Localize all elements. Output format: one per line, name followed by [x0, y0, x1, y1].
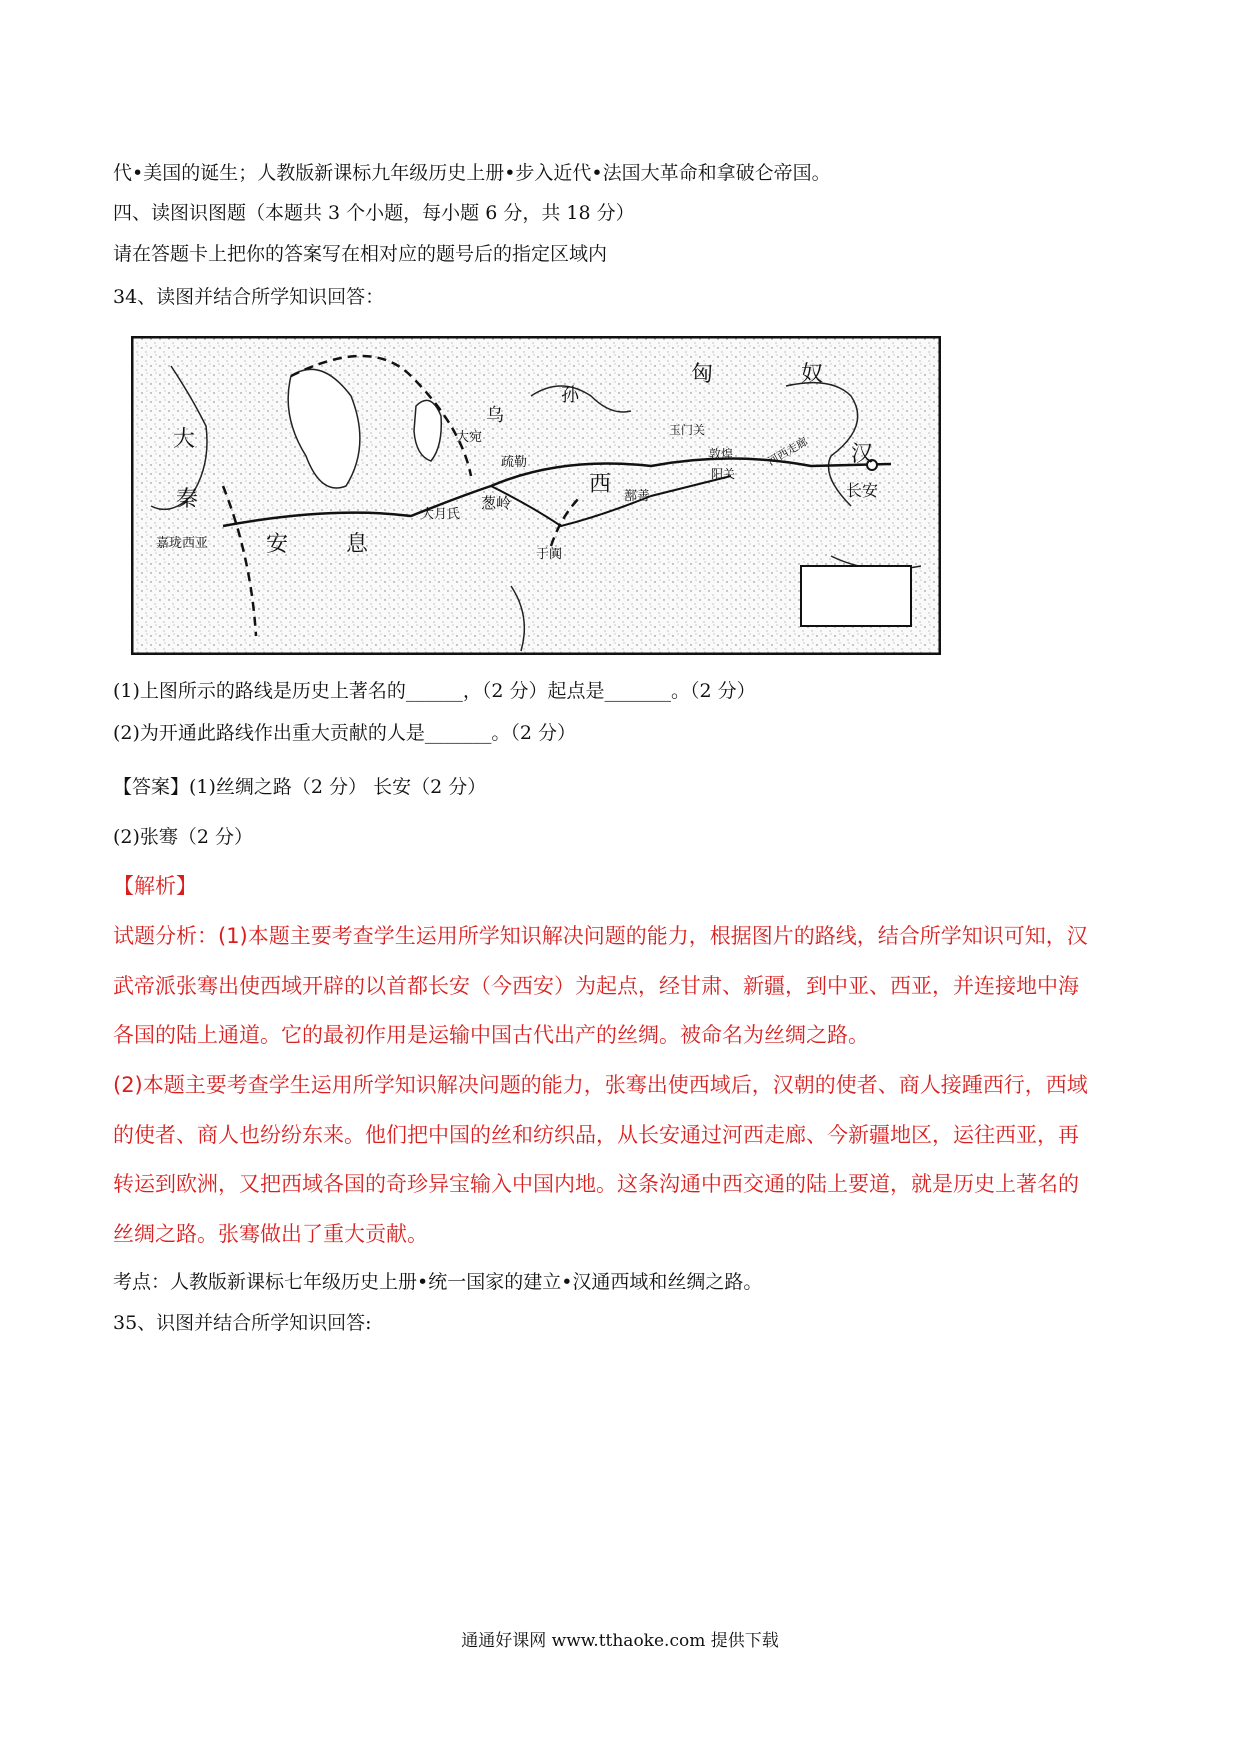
label-yangguan: 阳关 [711, 467, 736, 481]
analysis-line-4: (2)本题主要考查学生运用所学知识解决问题的能力，张骞出使西域后，汉朝的使者、商人接踵西行，西域 [113, 1073, 1088, 1097]
label-shule: 疏勒 [501, 455, 528, 470]
sub-question-1: (1)上图所示的路线是历史上著名的______，（2 分）起点是_______。（2 分） [113, 680, 756, 702]
legend-box [801, 566, 911, 626]
label-yumenguan: 玉门关 [669, 423, 706, 437]
answer-2: (2)张骞（2 分） [113, 826, 254, 848]
label-xi-anxi: 息 [346, 532, 369, 557]
analysis-line-6: 转运到欧洲，又把西域各国的奇珍异宝输入中国内地。这条沟通中西交通的陆上要道，就是历史上著名的 [113, 1172, 1079, 1196]
analysis-line-7: 丝绸之路。张骞做出了重大贡献。 [113, 1222, 428, 1246]
analysis-line-5: 的使者、商人也纷纷东来。他们把中国的丝和纺织品，从长安通过河西走廊、今新疆地区，运往西亚，再 [113, 1123, 1079, 1147]
question-35: 35、识图并结合所学知识回答: [113, 1312, 372, 1334]
label-wusun-1: 乌 [486, 405, 504, 426]
sub-question-2: (2)为开通此路线作出重大贡献的人是_______。（2 分） [113, 722, 577, 744]
section-heading: 四、读图识图题（本题共 3 个小题，每小题 6 分，共 18 分） [113, 202, 635, 224]
label-hexizoulang: 河西走廊 [765, 434, 810, 469]
question-34: 34、读图并结合所学知识回答： [113, 286, 385, 308]
label-changan: 长安 [846, 481, 879, 500]
label-qin: 秦 [176, 487, 199, 512]
label-xi: 西 [589, 472, 612, 497]
label-da: 大 [173, 427, 196, 452]
analysis-line-2: 武帝派张骞出使西域开辟的以首都长安（今西安）为起点，经甘肃、新疆，到中亚、西亚，并连接地中海 [113, 974, 1079, 998]
label-yutian: 于阗 [536, 547, 563, 562]
label-congling: 葱岭 [481, 494, 512, 512]
label-dayuezhi: 大月氏 [421, 507, 461, 522]
analysis-heading: 【解析】 [113, 874, 197, 898]
label-an: 安 [266, 532, 289, 557]
silk-road-map [131, 336, 941, 655]
label-jialixiya: 嘉珑西亚 [156, 536, 209, 551]
knowledge-point: 考点：人教版新课标七年级历史上册•统一国家的建立•汉通西域和丝绸之路。 [113, 1271, 763, 1293]
label-shanshan: 鄯善 [624, 489, 651, 504]
text-line-1: 代•美国的诞生；人教版新课标九年级历史上册•步入近代•法国大革命和拿破仑帝国。 [113, 162, 831, 184]
label-xiongnu-2: 奴 [801, 362, 824, 387]
label-wusun-2: 孙 [561, 385, 579, 406]
instruction: 请在答题卡上把你的答案写在相对应的题号后的指定区域内 [113, 243, 608, 265]
label-han: 汉 [851, 442, 874, 467]
label-dayuan: 大宛 [456, 430, 483, 445]
label-dunhuang: 敦煌 [709, 447, 734, 461]
analysis-line-3: 各国的陆上通道。它的最初作用是运输中国古代出产的丝绸。被命名为丝绸之路。 [113, 1023, 869, 1047]
label-xiongnu-1: 匈 [691, 362, 714, 387]
analysis-line-1: 试题分析：(1)本题主要考查学生运用所学知识解决问题的能力，根据图片的路线，结合所学知识可知，汉 [113, 924, 1088, 948]
answer-1: 【答案】(1)丝绸之路（2 分） 长安（2 分） [113, 776, 487, 798]
page-footer: 通通好课网 www.tthaoke.com 提供下载 [461, 1631, 779, 1651]
